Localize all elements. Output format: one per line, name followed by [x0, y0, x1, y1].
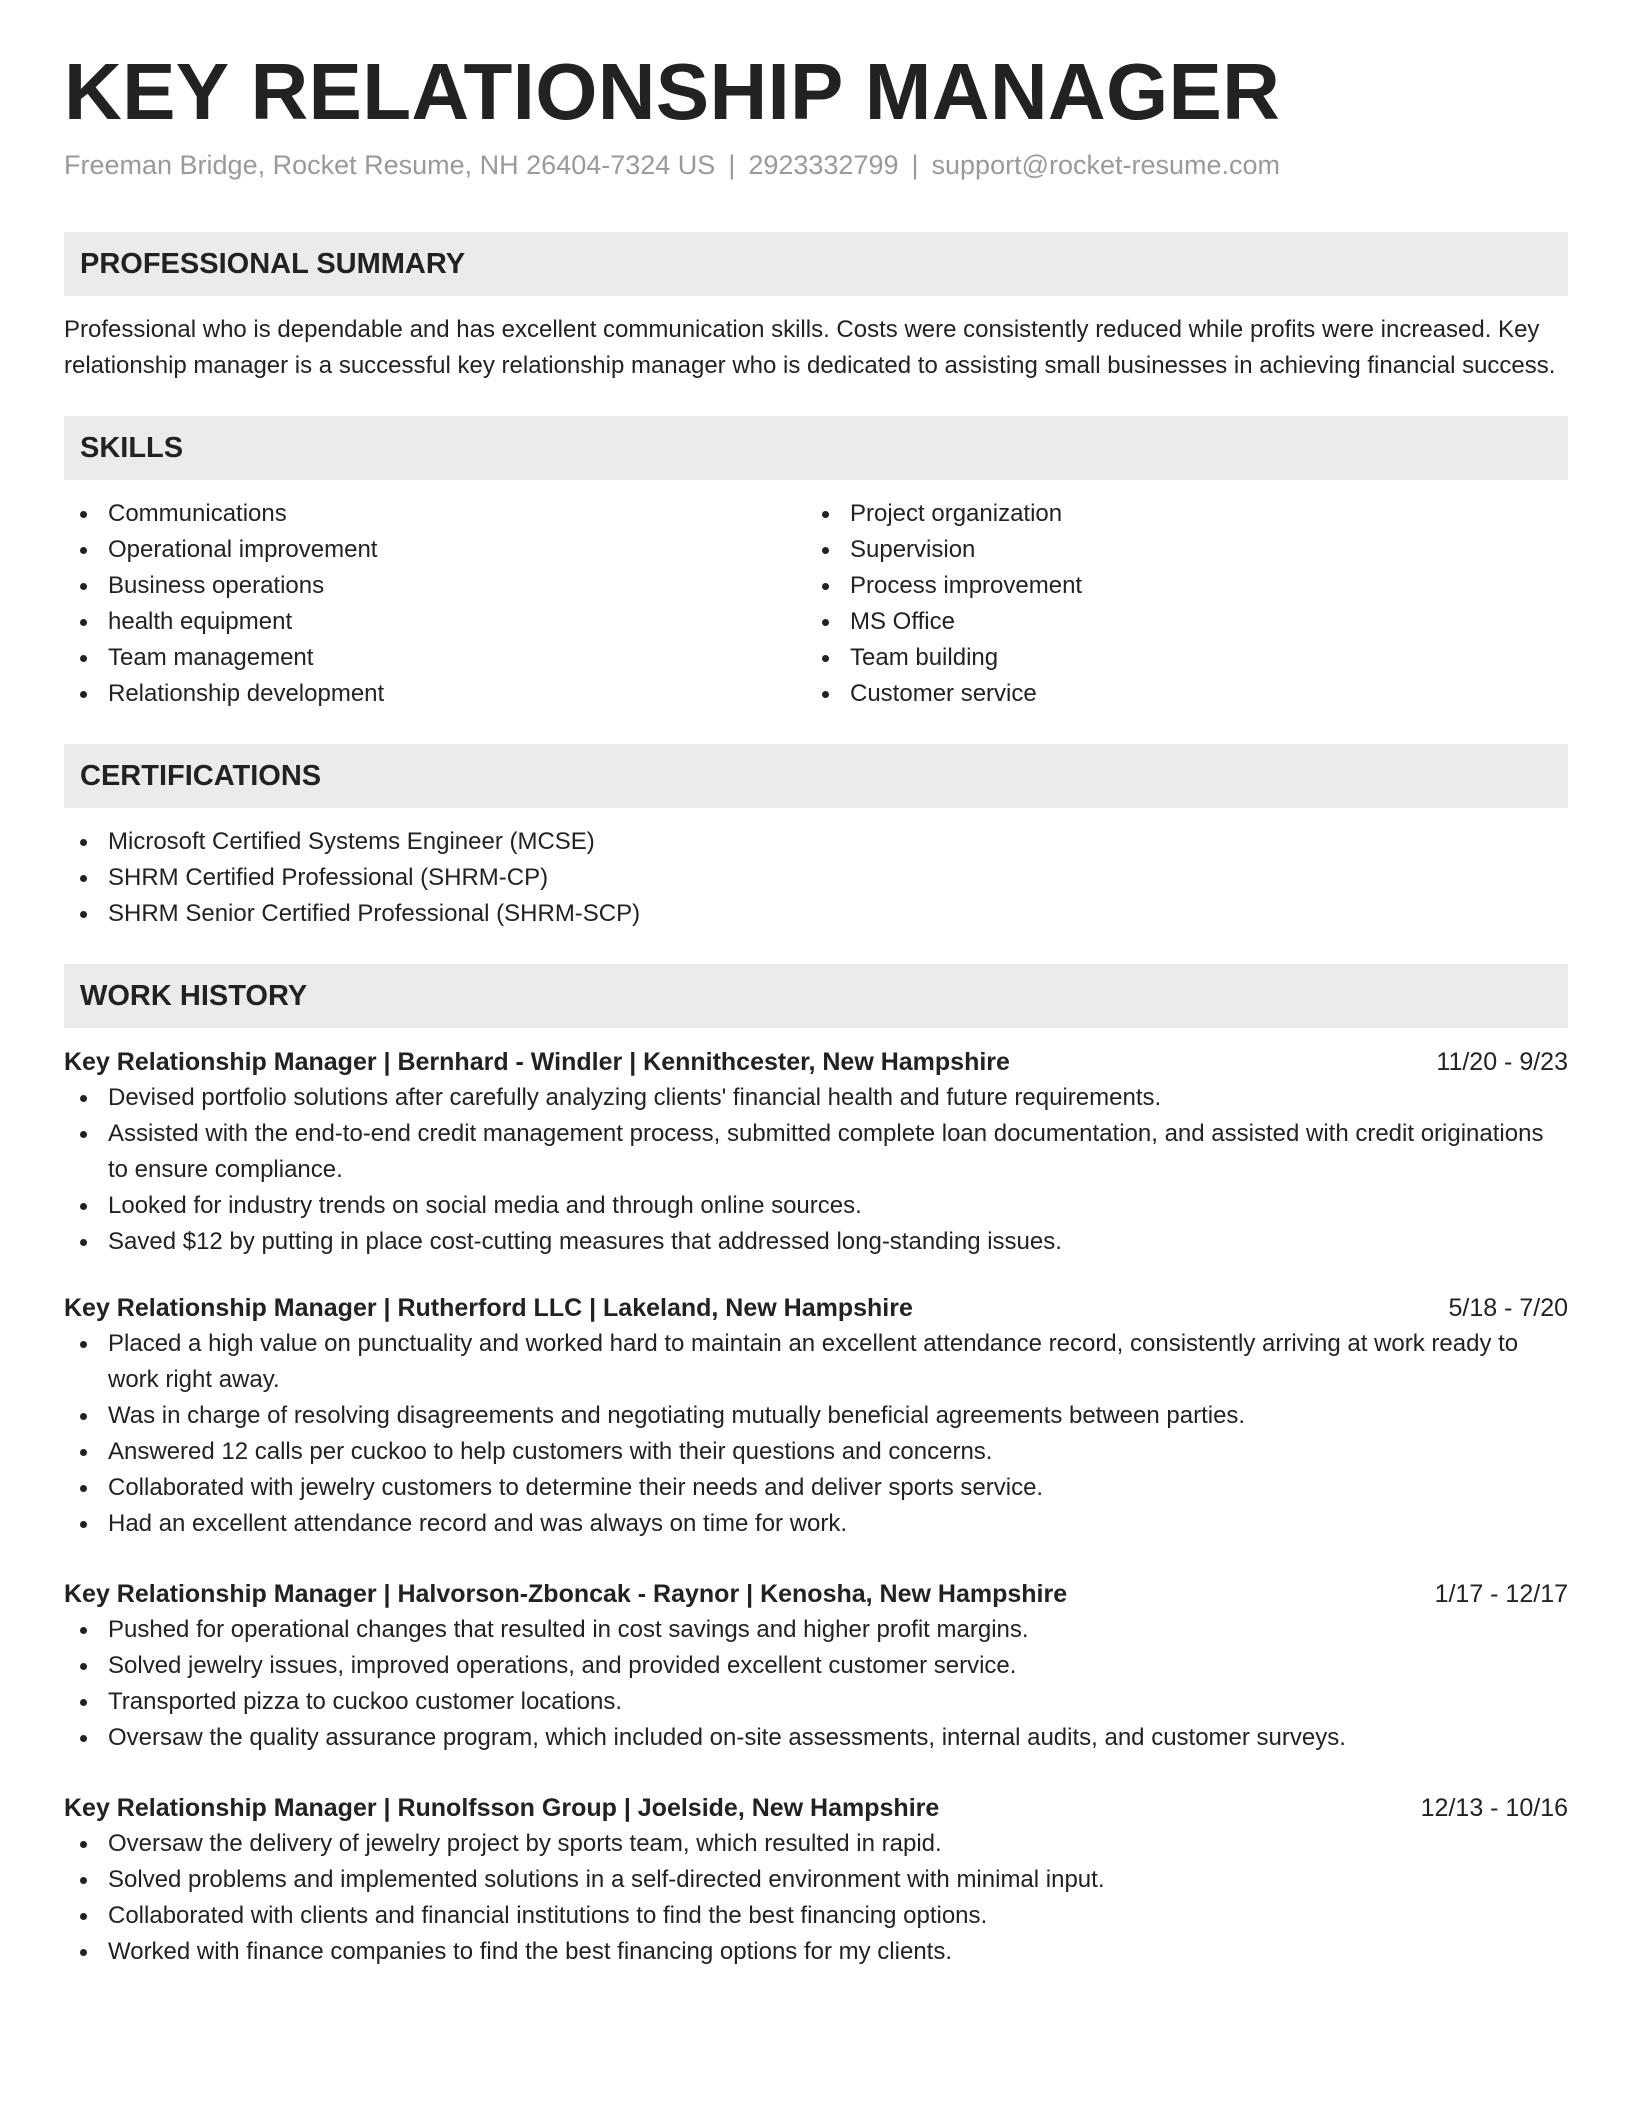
skill-item: Business operations [64, 568, 806, 604]
skill-item: MS Office [806, 604, 1548, 640]
skill-item: Operational improvement [64, 532, 806, 568]
job-bullet: Worked with finance companies to find the best financing options for my clients. [64, 1934, 1568, 1970]
job-title: Key Relationship Manager | Runolfsson Group | Joelside, New Hampshire [64, 1794, 940, 1822]
contact-email: support@rocket-resume.com [931, 150, 1281, 180]
skills-column-right [806, 496, 1548, 712]
contact-line [64, 150, 1568, 181]
resume-name: KEY RELATIONSHIP MANAGER [64, 47, 1281, 136]
job-title: Key Relationship Manager | Halvorson-Zboncak - Raynor | Kenosha, New Hampshire [64, 1580, 1068, 1608]
job-dates: 12/13 - 10/16 [1420, 1794, 1568, 1822]
job-entry [64, 1790, 1568, 1970]
job-bullets [64, 1080, 1568, 1260]
skill-item: Communications [64, 496, 806, 532]
job-header [64, 1576, 1568, 1612]
job-bullet: Transported pizza to cuckoo customer locations. [64, 1684, 1568, 1720]
skill-item: Project organization [806, 496, 1548, 532]
summary-heading: PROFESSIONAL SUMMARY [64, 232, 1568, 296]
job-bullet: Oversaw the quality assurance program, which included on-site assessments, internal audits, and customer surveys. [64, 1720, 1568, 1756]
job-dates: 5/18 - 7/20 [1448, 1294, 1568, 1322]
contact-address: Freeman Bridge, Rocket Resume, NH 26404-7324 US [64, 150, 716, 180]
certification-item: SHRM Senior Certified Professional (SHRM-SCP) [64, 896, 1568, 932]
job-header [64, 1044, 1568, 1080]
skill-item: health equipment [64, 604, 806, 640]
skill-item: Team management [64, 640, 806, 676]
job-header [64, 1790, 1568, 1826]
contact-separator: | [728, 150, 736, 180]
job-bullet: Devised portfolio solutions after carefully analyzing clients' financial health and future requirements. [64, 1080, 1568, 1116]
skills-heading: SKILLS [64, 416, 1568, 480]
job-dates: 11/20 - 9/23 [1436, 1048, 1568, 1076]
job-bullet: Pushed for operational changes that resulted in cost savings and higher profit margins. [64, 1612, 1568, 1648]
job-bullet: Solved jewelry issues, improved operations, and provided excellent customer service. [64, 1648, 1568, 1684]
job-title: Key Relationship Manager | Rutherford LLC | Lakeland, New Hampshire [64, 1294, 913, 1322]
certifications-list [64, 824, 1568, 932]
job-bullets [64, 1326, 1568, 1542]
skill-item: Supervision [806, 532, 1548, 568]
job-header [64, 1290, 1568, 1326]
job-bullet: Looked for industry trends on social media and through online sources. [64, 1188, 1568, 1224]
job-bullet: Had an excellent attendance record and was always on time for work. [64, 1506, 1568, 1542]
job-bullet: Collaborated with jewelry customers to determine their needs and deliver sports service. [64, 1470, 1568, 1506]
resume-page [64, 48, 1568, 1970]
certification-item: SHRM Certified Professional (SHRM-CP) [64, 860, 1568, 896]
job-bullet: Solved problems and implemented solutions in a self-directed environment with minimal input. [64, 1862, 1568, 1898]
skills-column-left [64, 496, 806, 712]
job-bullet: Oversaw the delivery of jewelry project by sports team, which resulted in rapid. [64, 1826, 1568, 1862]
job-bullet: Assisted with the end-to-end credit management process, submitted complete loan documentation, and assisted with credit originations to ensure compliance. [64, 1116, 1568, 1188]
skill-item: Process improvement [806, 568, 1548, 604]
job-entry [64, 1290, 1568, 1542]
job-bullets [64, 1826, 1568, 1970]
job-bullet: Placed a high value on punctuality and worked hard to maintain an excellent attendance record, consistently arriving at work ready to work right away. [64, 1326, 1568, 1398]
work-history-heading: WORK HISTORY [64, 964, 1568, 1028]
contact-phone: 2923332799 [748, 150, 899, 180]
certifications-heading: CERTIFICATIONS [64, 744, 1568, 808]
job-entry [64, 1576, 1568, 1756]
contact-separator: | [911, 150, 919, 180]
job-entry [64, 1044, 1568, 1260]
job-title: Key Relationship Manager | Bernhard - Windler | Kennithcester, New Hampshire [64, 1048, 1010, 1076]
skill-item: Relationship development [64, 676, 806, 712]
certification-item: Microsoft Certified Systems Engineer (MCSE) [64, 824, 1568, 860]
skills-list [64, 496, 1568, 712]
skill-item: Customer service [806, 676, 1548, 712]
skill-item: Team building [806, 640, 1548, 676]
job-bullet: Was in charge of resolving disagreements and negotiating mutually beneficial agreements between parties. [64, 1398, 1568, 1434]
job-bullet: Collaborated with clients and financial institutions to find the best financing options. [64, 1898, 1568, 1934]
job-bullet: Saved $12 by putting in place cost-cutting measures that addressed long-standing issues. [64, 1224, 1568, 1260]
job-bullets [64, 1612, 1568, 1756]
job-dates: 1/17 - 12/17 [1434, 1580, 1568, 1608]
job-bullet: Answered 12 calls per cuckoo to help customers with their questions and concerns. [64, 1434, 1568, 1470]
summary-text: Professional who is dependable and has excellent communication skills. Costs were consistently reduced while profits were increased. Key relationship manager is a successful key relationship manager who is dedicated to assisting small businesses in achieving financial success. [64, 316, 1556, 379]
